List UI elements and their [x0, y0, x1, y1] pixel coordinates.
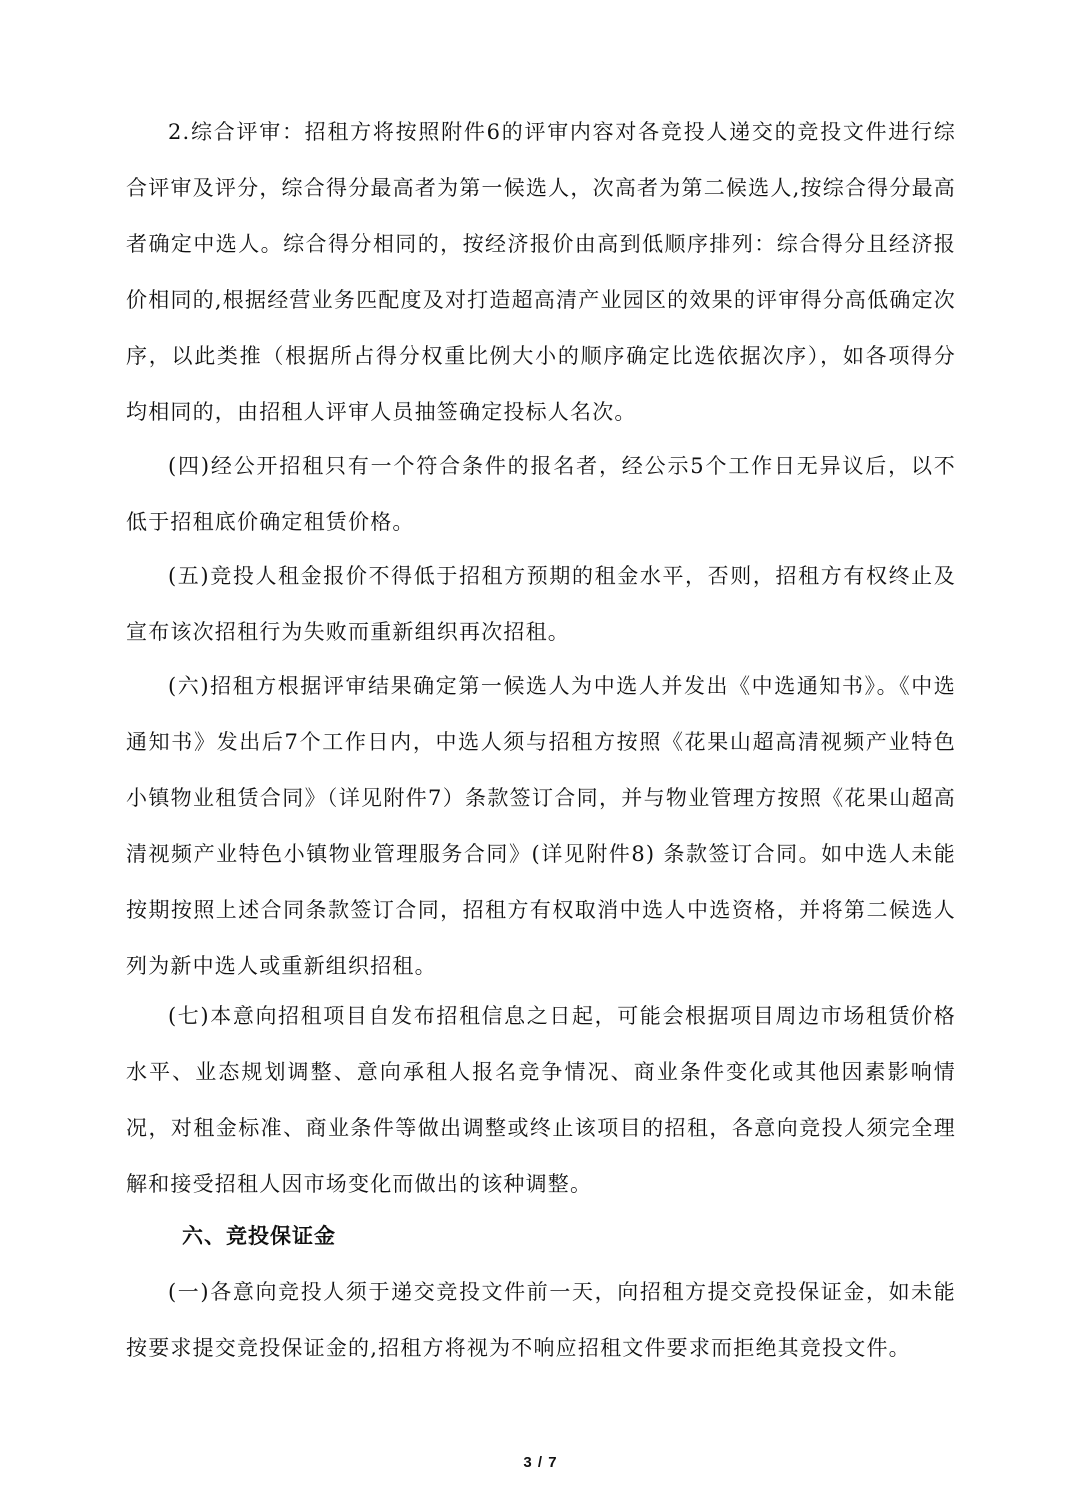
paragraph-comprehensive-review: 2.综合评审：招租方将按照附件6的评审内容对各竞投人递交的竞投文件进行综合评审及评分，综合得分最高者为第一候选人，次高者为第二候选人,按综合得分最高者确定中选人。综合得分相同的，按经济报价由高到低顺序排列：综合得分且经济报价相同的,根据经营业务匹配度及对打造超高清产业园区的效果的评审得分高低确定次序，以此类推（根据所占得分权重比例大小的顺序确定比选依据次序），如各项得分均相同的，由招租人评审人员抽签确定投标人名次。 — [126, 120, 956, 424]
paragraph-deposit-item-1: (一)各意向竞投人须于递交竞投文件前一天，向招租方提交竞投保证金，如未能按要求提交竞投保证金的,招租方将视为不响应招租文件要求而拒绝其竞投文件。 — [126, 1280, 956, 1360]
paragraph-item-7: (七)本意向招租项目自发布招租信息之日起，可能会根据项目周边市场租赁价格水平、业态规划调整、意向承租人报名竞争情况、商业条件变化或其他因素影响情况，对租金标准、商业条件等做出调整或终止该项目的招租，各意向竞投人须完全理解和接受招租人因市场变化而做出的该种调整。 — [126, 1004, 956, 1196]
paragraph-item-5: (五)竞投人租金报价不得低于招租方预期的租金水平，否则，招租方有权终止及宣布该次招租行为失败而重新组织再次招租。 — [126, 564, 956, 644]
section-heading-bid-deposit: 六、竞投保证金 — [182, 1224, 336, 1248]
page-number: 3 / 7 — [523, 1454, 558, 1471]
paragraph-item-6: (六)招租方根据评审结果确定第一候选人为中选人并发出《中选通知书》。《中选通知书》发出后7个工作日内，中选人须与招租方按照《花果山超高清视频产业特色小镇物业租赁合同》（详见附件7）条款签订合同，并与物业管理方按照《花果山超高清视频产业特色小镇物业管理服务合同》(详见附件8) 条款签订合同。如中选人未能按期按照上述合同条款签订合同，招租方有权取消中选人中选资格，并将第二候选人列为新中选人或重新组织招租。 — [126, 674, 956, 978]
paragraph-item-4: (四)经公开招租只有一个符合条件的报名者，经公示5个工作日无异议后，以不低于招租底价确定租赁价格。 — [126, 454, 956, 534]
